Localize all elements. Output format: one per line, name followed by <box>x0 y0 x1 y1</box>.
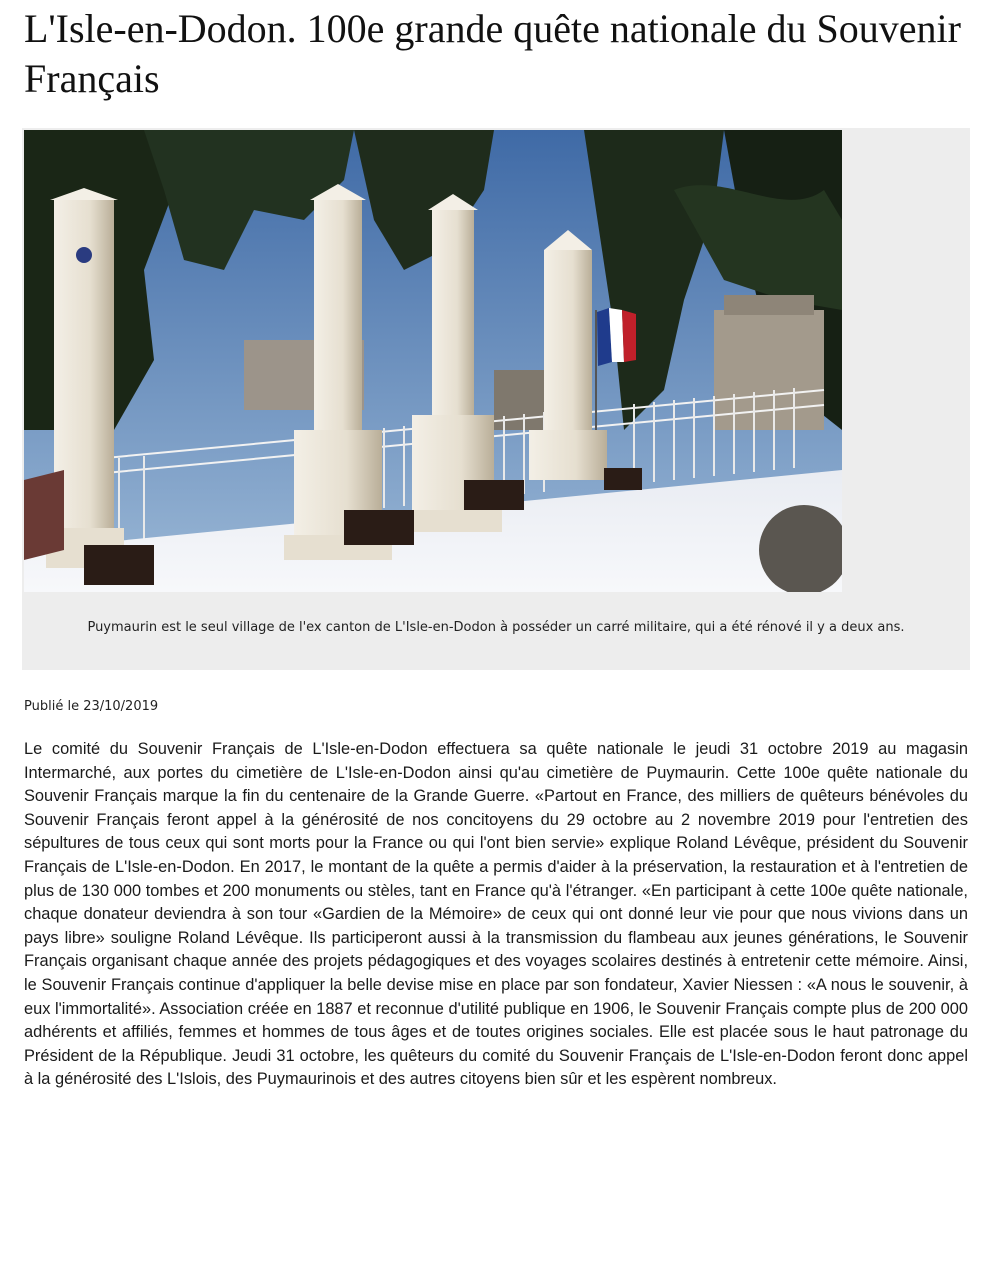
publication-date: Publié le 23/10/2019 <box>24 699 159 714</box>
article-body: Le comité du Souvenir Français de L'Isle-en-Dodon effectuera sa quête nationale le jeudi 31 octobre 2019 au magasin Intermarché, aux portes du cimetière de L'Isle-en-Dodon ainsi qu'au cimetière de Puymaurin. Cette 100e quête nationale du Souvenir Français marque la fin du centenaire de la Grande Guerre. «Partout en France, des milliers de quêteurs bénévoles du Souvenir Français feront appel à la générosité de nos concitoyens du 29 octobre au 2 novembre 2019 pour l'entretien des sépultures de tous ceux qui sont morts pour la France ou qui l'ont bien servie» explique Roland Lévêque, président du Souvenir Français de L'Isle-en-Dodon. En 2017, le montant de la quête a permis d'aider à la préservation, la restauration et à l'entretien de plus de 130 000 tombes et 200 monuments ou stèles, tant en France qu'à l'étranger. «En participant à cette 100e quête nationale, chaque donateur deviendra à son tour «Gardien de la Mémoire» de ceux qui ont donné leur vie pour que nous vivions dans un pays libre» souligne Roland Lévêque. Ils participeront aussi à la transmission du flambeau aux jeunes générations, le Souvenir Français organisant chaque année des projets pédagogiques et des voyages scolaires destinés à entretenir cette mémoire. Ainsi, le Souvenir Français continue d'appliquer la belle devise mise en place par son fondateur, Xavier Niessen : «A nous le souvenir, à eux l'immortalité». Association créée en 1887 et reconnue d'utilité publique en 1906, le Souvenir Français compte plus de 200 000 adhérents et affiliés, femmes et hommes de tous âges et de toutes origines sociales. Elle est placée sous le haut patronage du Président de la République. Jeudi 31 octobre, les quêteurs du comité du Souvenir Français de L'Isle-en-Dodon feront donc appel à la générosité des L'Islois, des Puymaurinois et des autres citoyens bien sûr et les espèrent nombreux. <box>24 740 968 1089</box>
cemetery-photo-illustration <box>24 130 842 592</box>
article-figure <box>22 128 970 670</box>
cemetery-photo <box>24 130 842 592</box>
article-title: L'Isle-en-Dodon. 100e grande quête nationale du Souvenir Français <box>24 6 961 101</box>
photo-caption: Puymaurin est le seul village de l'ex canton de L'Isle-en-Dodon à posséder un carré militaire, qui a été rénové il y a deux ans. <box>87 620 905 635</box>
